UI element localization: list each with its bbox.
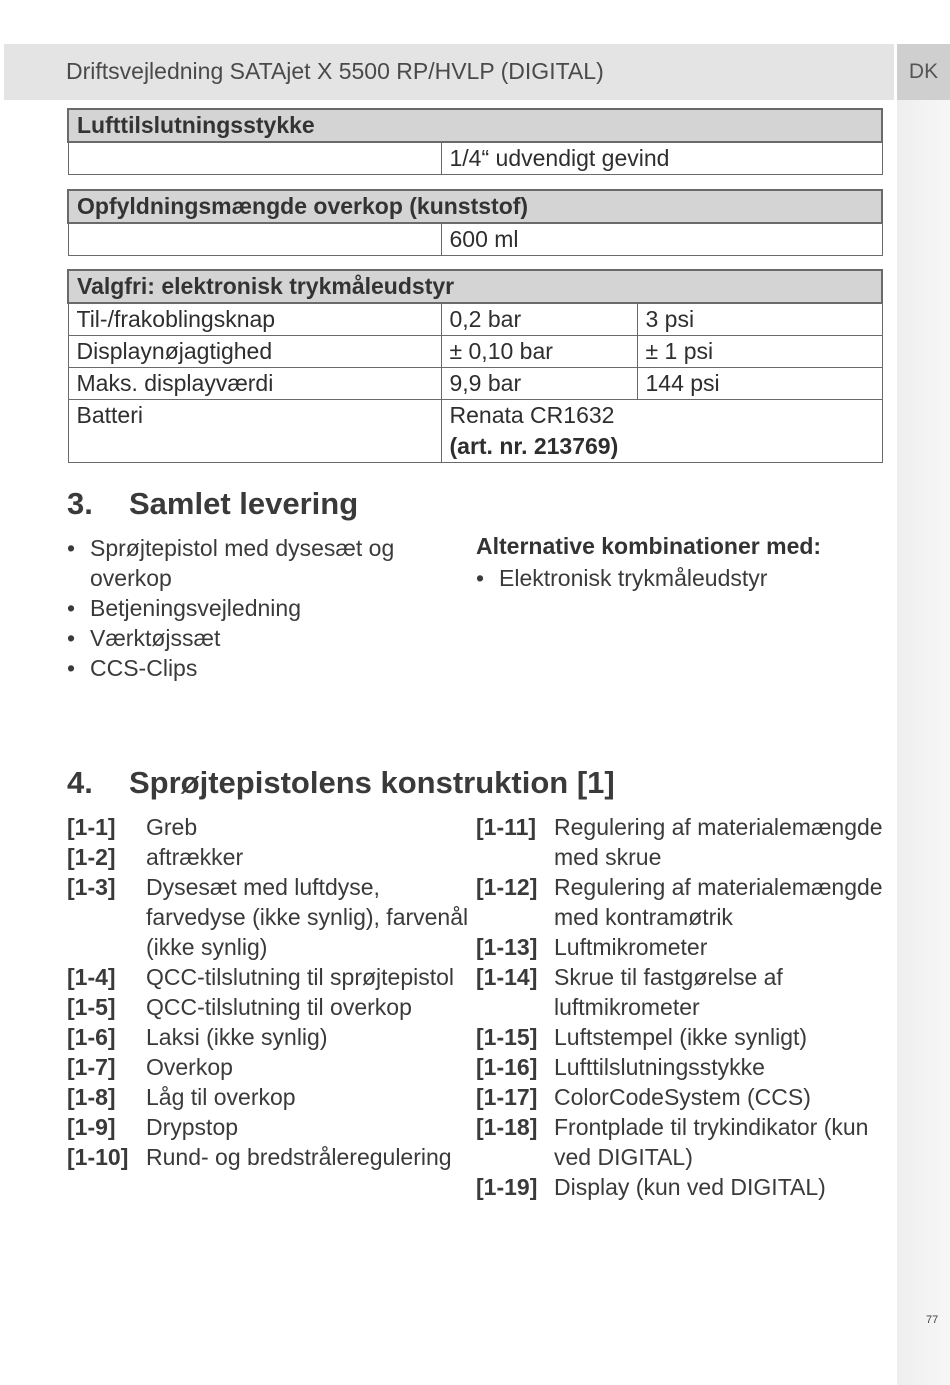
row-psi: 144 psi (637, 368, 882, 400)
row-label: Maks. displayværdi (68, 368, 441, 400)
table-cell-empty (68, 142, 441, 175)
list-item (67, 992, 469, 1022)
part-code: [1-13] (476, 934, 538, 960)
part-code: [1-18] (476, 1114, 538, 1140)
list-item (476, 1052, 886, 1082)
list-item (67, 1052, 469, 1082)
part-text: Dysesæt med luftdyse, farvedyse (ikke synlig), farvenål (ikke synlig) (146, 874, 469, 960)
section-number: 3. (67, 486, 93, 521)
row-psi: 3 psi (637, 303, 882, 336)
battery-label: Batteri (68, 400, 441, 463)
table-row (68, 303, 882, 336)
section-title: Samlet levering (129, 486, 359, 521)
list-item: • Værktøjssæt (67, 623, 437, 653)
list-item (67, 812, 469, 842)
part-code: [1-5] (67, 994, 116, 1020)
language-tab: DK (897, 44, 950, 100)
list-item (67, 1022, 469, 1052)
list-item (67, 962, 469, 992)
list-item (67, 1082, 469, 1112)
row-label: Displaynøjagtighed (68, 336, 441, 368)
part-text: Luftstempel (ikke synligt) (554, 1024, 808, 1050)
part-code: [1-14] (476, 964, 538, 990)
part-text: Greb (146, 814, 198, 840)
part-code: [1-8] (67, 1084, 116, 1110)
part-text: QCC-tilslutning til overkop (146, 994, 412, 1020)
list-item (476, 962, 886, 1022)
list-item: • Elektronisk trykmåleudstyr (476, 563, 886, 593)
list-item (67, 1142, 469, 1172)
part-code: [1-12] (476, 874, 538, 900)
part-text: Display (kun ved DIGITAL) (554, 1174, 826, 1200)
part-text: Rund- og bredstråleregulering (146, 1144, 452, 1170)
part-text: Regulering af materialemængde med skrue (554, 814, 883, 870)
part-code: [1-1] (67, 814, 116, 840)
alt-combinations-list (476, 563, 886, 593)
part-code: [1-9] (67, 1114, 116, 1140)
table-heading: Opfyldningsmængde overkop (kunststof) (68, 190, 882, 223)
pressure-gauge-table (67, 269, 883, 463)
row-bar: 9,9 bar (441, 368, 637, 400)
fill-quantity-table (67, 189, 883, 256)
list-item (476, 1172, 886, 1202)
table-heading: Valgfri: elektronisk trykmåleudstyr (68, 270, 882, 303)
part-code: [1-7] (67, 1054, 116, 1080)
part-code: [1-6] (67, 1024, 116, 1050)
part-code: [1-16] (476, 1054, 538, 1080)
row-psi: ± 1 psi (637, 336, 882, 368)
part-code: [1-15] (476, 1024, 538, 1050)
row-bar: 0,2 bar (441, 303, 637, 336)
list-item (476, 932, 886, 962)
part-text: ColorCodeSystem (CCS) (554, 1084, 811, 1110)
row-label: Til-/frakoblingsknap (68, 303, 441, 336)
parts-list-right (476, 812, 886, 1202)
part-code: [1-19] (476, 1174, 538, 1200)
alt-combinations-heading: Alternative kombinationer med: (476, 533, 822, 559)
section-title: Sprøjtepistolens konstruktion [1] (129, 765, 615, 800)
table-cell-value: 600 ml (441, 223, 882, 256)
battery-model: Renata CR1632 (449, 402, 615, 428)
table-cell-empty (68, 223, 441, 256)
part-code: [1-4] (67, 964, 116, 990)
list-item (67, 1112, 469, 1142)
section-number: 4. (67, 765, 93, 800)
part-text: Laksi (ikke synlig) (146, 1024, 328, 1050)
list-item: • CCS-Clips (67, 653, 437, 683)
part-code: [1-3] (67, 874, 116, 900)
part-text: Regulering af materialemængde med kontramøtrik (554, 874, 883, 930)
part-text: Drypstop (146, 1114, 239, 1140)
battery-article: (art. nr. 213769) (449, 433, 619, 459)
list-item: • Sprøjtepistol med dysesæt og overkop (67, 533, 437, 593)
list-item (476, 812, 886, 872)
part-text: Overkop (146, 1054, 233, 1080)
part-text: QCC-tilslutning til sprøjtepistol (146, 964, 455, 990)
part-text: aftrækker (146, 844, 244, 870)
part-code: [1-17] (476, 1084, 538, 1110)
list-item: • Betjeningsvejledning (67, 593, 437, 623)
part-code: [1-2] (67, 844, 116, 870)
part-code: [1-10] (67, 1144, 129, 1170)
table-cell-value: 1/4“ udvendigt gevind (441, 142, 882, 175)
section-3-heading (67, 486, 358, 522)
parts-list-left (67, 812, 469, 1172)
list-item (476, 1082, 886, 1112)
row-bar: ± 0,10 bar (441, 336, 637, 368)
table-heading: Lufttilslutningsstykke (68, 109, 882, 142)
table-row (68, 336, 882, 368)
table-row (68, 368, 882, 400)
part-text: Skrue til fastgørelse af luftmikrometer (554, 964, 783, 1020)
part-code: [1-11] (476, 814, 537, 840)
part-text: Lufttilslutningsstykke (554, 1054, 765, 1080)
part-text: Frontplade til trykindikator (kun ved DIGITAL) (554, 1114, 869, 1170)
air-connection-table (67, 108, 883, 175)
list-item (476, 1112, 886, 1172)
document-title: Driftsvejledning SATAjet X 5500 RP/HVLP (DIGITAL) (66, 58, 604, 84)
delivery-list (67, 533, 437, 683)
table-row-battery (68, 400, 882, 463)
list-item (67, 842, 469, 872)
battery-value-cell (441, 400, 882, 463)
side-strip (897, 44, 950, 1385)
list-item (476, 1022, 886, 1052)
page-number: 77 (926, 1314, 939, 1326)
list-item (476, 872, 886, 932)
list-item (67, 872, 469, 962)
section-4-heading (67, 765, 615, 801)
part-text: Luftmikrometer (554, 934, 708, 960)
part-text: Låg til overkop (146, 1084, 296, 1110)
